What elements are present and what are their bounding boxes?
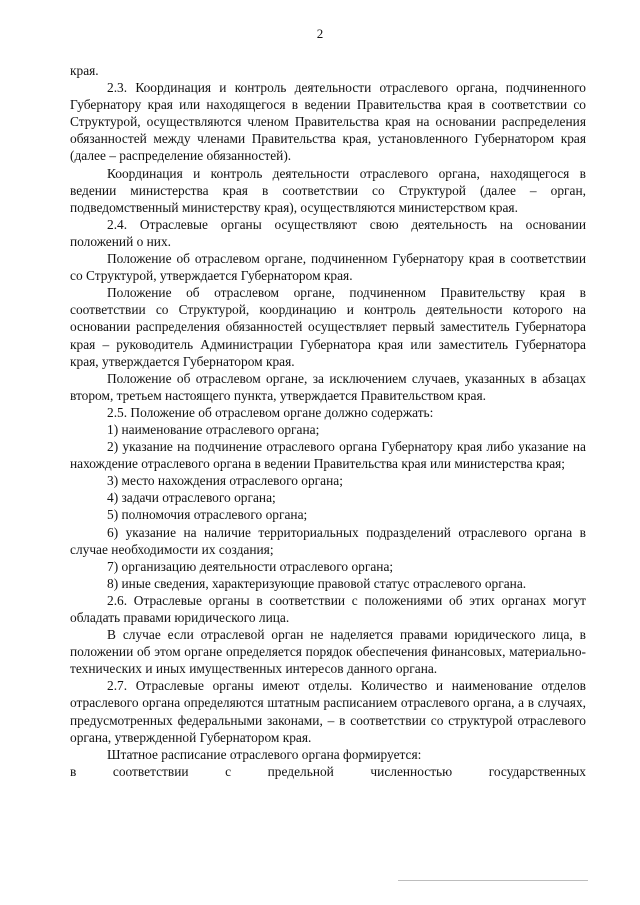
paragraph: Координация и контроль деятельности отраслевого органа, находящегося в ведении министерства края в соответствии со Структурой (далее – орган, подведомственный министерству края), осуществляются министерством края. <box>70 165 586 215</box>
list-item: 6) указание на наличие территориальных подразделений отраслевого органа в случае необходимости их создания; <box>70 524 586 557</box>
paragraph: в соответствии с предельной численностью государственных <box>70 763 586 779</box>
list-item: 8) иные сведения, характеризующие правовой статус отраслевого органа. <box>107 575 527 591</box>
paragraph: Положение об отраслевом органе, подчиненном Губернатору края в соответствии со Структурой, утверждается Губернатором края. <box>70 251 586 284</box>
list-item: 4) задачи отраслевого органа; <box>107 490 276 506</box>
paragraph: 2.7. Отраслевые органы имеют отделы. Количество и наименование отделов отраслевого органа определяются штатным расписанием отраслевого органа, а в случаях, предусмотренных федеральными законами, – в соответствии со структурой отраслевого органа, утвержденной Губернатором края. <box>70 678 586 745</box>
paragraph: В случае если отраслевой орган не наделяется правами юридического лица, в положении об этом органе определяется порядок обеспечения финансовых, материально-технических и иных имущественных интересов данного органа. <box>70 627 586 677</box>
list-item: 1) наименование отраслевого органа; <box>107 421 320 437</box>
list-item: 2) указание на подчинение отраслевого органа Губернатору края либо указание на нахождение отраслевого органа в ведении Правительства края или министерства края; <box>70 439 586 472</box>
footer-rule <box>398 880 588 881</box>
paragraph: Положение об отраслевом органе, за исключением случаев, указанных в абзацах втором, третьем настоящего пункта, утверждается Правительством края. <box>70 370 586 403</box>
paragraph: 2.3. Координация и контроль деятельности отраслевого органа, подчиненного Губернатору края или находящегося в ведении Правительства края в соответствии со Структурой, осуществляются членом Правительства края на основании распределения обязанностей между членами Правительства края, установленного Губернатором края (далее – распределение обязанностей). <box>70 80 586 164</box>
paragraph: 2.4. Отраслевые органы осуществляют свою деятельность на основании положений о них. <box>70 216 586 249</box>
list-item: 3) место нахождения отраслевого органа; <box>107 473 343 489</box>
paragraph: Штатное расписание отраслевого органа формируется: <box>107 746 422 762</box>
list-item: 5) полномочия отраслевого органа; <box>107 507 308 523</box>
page-number: 2 <box>316 26 324 41</box>
document-body <box>70 62 586 780</box>
list-item: 7) организацию деятельности отраслевого органа; <box>107 558 394 574</box>
paragraph: 2.6. Отраслевые органы в соответствии с положениями об этих органах могут обладать правами юридического лица. <box>70 592 586 625</box>
paragraph: 2.5. Положение об отраслевом органе должно содержать: <box>107 404 434 420</box>
paragraph: Положение об отраслевом органе, подчиненном Правительству края в соответствии со Структурой, координацию и контроль деятельности которого на основании распределения обязанностей осуществляет первый заместитель Губернатора края – руководитель Администрации Губернатора края или заместитель Губернатора края, утверждается Губернатором края. <box>70 285 586 369</box>
paragraph: края. <box>70 63 99 78</box>
